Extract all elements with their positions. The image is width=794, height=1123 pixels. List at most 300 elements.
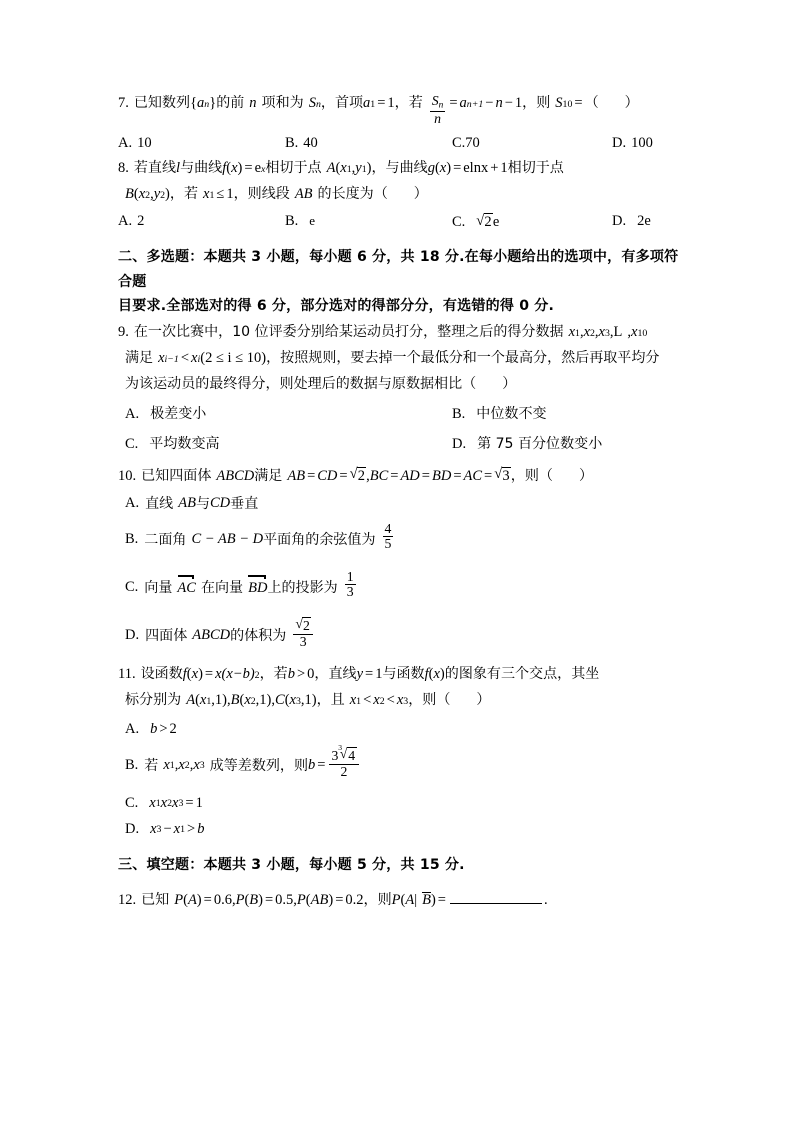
- q10-option-a-CD: CD: [210, 494, 231, 511]
- q10-BC: BC: [369, 468, 389, 485]
- q10-sqrt-2: [350, 467, 367, 484]
- q12-lp-4: (: [400, 891, 406, 908]
- q8-option-a-label: A.: [118, 213, 133, 230]
- q11-A-y: 1: [214, 692, 223, 709]
- q9-lt: <: [180, 350, 190, 367]
- q7-ze: 则: [536, 95, 551, 111]
- q11-option-b-denominator: 2: [340, 763, 348, 779]
- section-2-line-1: 二、多选题：本题共 3 小题，每小题 6 分，共 18 分.在每小题给出的选项中，有多项符合题: [118, 249, 679, 290]
- q8-lp-2: (: [434, 160, 440, 177]
- q11-option-b-x3: x: [193, 756, 200, 773]
- q11-option-b-text-2: 成等差数列，则: [209, 758, 309, 775]
- q7-seq-sub: n: [204, 99, 210, 110]
- q12-eq-3: =: [335, 891, 344, 908]
- q11-option-c[interactable]: [118, 793, 684, 813]
- q7-eq-1: =: [377, 95, 386, 111]
- q7-comma-2: ，: [394, 95, 409, 111]
- q12-answer-blank[interactable]: [450, 890, 542, 904]
- q12-eq-2: =: [264, 891, 274, 908]
- q7-text-1: 已知数列: [133, 95, 191, 111]
- q12-comma-2: ,: [293, 891, 297, 908]
- q8-x2: x: [138, 186, 146, 203]
- q10-option-c-text-1: 向量: [144, 580, 173, 597]
- q11-lt-2: <: [386, 692, 395, 709]
- q11-comma-2: ，: [314, 666, 329, 683]
- q10-option-c-label: C.: [125, 578, 139, 595]
- q11-option-d-label: D.: [125, 820, 140, 837]
- q8-text-4: 与曲线: [385, 160, 428, 177]
- q12-text-1: 已知: [141, 891, 170, 908]
- q11-option-c-x2-sub: 2: [167, 797, 173, 809]
- q8-elnx: elnx: [463, 160, 489, 177]
- q11-f-1: f: [182, 666, 187, 683]
- q12-P-2: P: [235, 891, 245, 908]
- q10-option-b-text-2: 平面角的余弦值为: [263, 532, 376, 549]
- q7-a1: a: [363, 95, 371, 111]
- q8-option-b-value: e: [309, 213, 316, 229]
- q11-option-a-label: A.: [125, 720, 140, 737]
- q7-option-b-value: 40: [303, 135, 318, 152]
- q10-AD: AD: [400, 468, 420, 485]
- q7-eq-3: =: [574, 95, 583, 111]
- q11-eq-2: =: [365, 666, 374, 683]
- q9-xi-sub: i: [197, 354, 201, 366]
- q10-sqrt-3: [494, 467, 511, 484]
- q8-text-7: 的长度为: [317, 186, 374, 203]
- question-8-stem-line1: 8. 若直线 l 与曲线 f ( x ) = e x 相切于点 A ( x 1 , y 1 ) ， 与曲线 g ( x ) = elnx + 1 相切于点: [118, 160, 564, 177]
- question-9-stem-line1: 9. 在一次比赛中，10 位评委分别给某运动员打分，整理之后的得分数据 x 1 , x 2 , x 3 , L , x 10: [118, 324, 648, 341]
- q9-ellipsis: L: [613, 324, 623, 341]
- q7-comma-1: ，: [320, 95, 335, 111]
- question-9-stem-line3: [118, 377, 684, 396]
- q12-A-1: A: [187, 891, 197, 908]
- q8-e: e: [254, 160, 261, 177]
- q11-lt-1: <: [363, 692, 372, 709]
- question-8-stem-line2: B ( x 2 , y 2 ) ， 若 x 1 ≤ 1 ， 则线段 AB 的长度为 （ ）: [125, 186, 428, 203]
- q7-option-a-label: A.: [118, 135, 133, 152]
- q9-x10: x: [631, 324, 638, 341]
- q8-one: 1: [500, 160, 508, 177]
- q7-option-c-label: C.: [452, 135, 466, 152]
- q7-brace-open: {: [190, 95, 198, 111]
- q10-text-1: 已知四面体: [141, 468, 212, 485]
- q10-option-a-text-2: 与: [195, 496, 210, 513]
- q7-option-b-label: B.: [285, 135, 299, 152]
- q10-CD: CD: [317, 468, 338, 485]
- q7-one-2: 1: [514, 95, 523, 111]
- q11-b: b: [287, 666, 295, 683]
- q9-text-4: 为该运动员的最终得分，则处理后的数据与原数据相比（: [125, 376, 477, 393]
- q11-zero: 0: [307, 666, 315, 683]
- q12-rp-4: ): [430, 891, 436, 908]
- q11-option-b-eq: =: [317, 756, 326, 773]
- q8-y2: y: [153, 186, 161, 203]
- q9-option-a[interactable]: [125, 403, 206, 423]
- q9-option-d[interactable]: [452, 433, 602, 453]
- q10-option-a[interactable]: [118, 493, 684, 513]
- exam-content: [118, 92, 684, 916]
- q11-option-b-root-index: √ 3: [338, 743, 342, 753]
- q10-sqrt-3-radicand: 3: [502, 468, 510, 485]
- q7-S10: S: [555, 95, 563, 111]
- q12-rp-1: ): [196, 891, 202, 908]
- q7-one: 1: [387, 95, 395, 111]
- q10-option-d[interactable]: [118, 615, 684, 655]
- q12-value-3: 0.2: [345, 891, 364, 908]
- q11-B-y: 1: [259, 692, 267, 709]
- q7-a-next: a: [459, 95, 467, 111]
- q7-brace-close: }: [209, 95, 217, 111]
- q9-option-c-label: C.: [125, 436, 139, 453]
- q9-x1-sub: 1: [575, 328, 580, 340]
- question-10-number: 10.: [118, 468, 137, 485]
- q7-S: S: [308, 95, 316, 111]
- q10-option-c-denominator: 3: [346, 584, 354, 600]
- q7-S-sub: n: [315, 99, 321, 110]
- q12-P-1: P: [174, 891, 184, 908]
- q12-comma-1: ,: [231, 891, 236, 908]
- q10-option-d-ABCD: ABCD: [192, 626, 231, 643]
- q11-C: C: [275, 692, 285, 709]
- section-3-heading: [118, 853, 684, 878]
- q12-B-1: B: [249, 891, 259, 908]
- q10-comma-1: ,: [366, 468, 370, 485]
- q8-option-c-label: C.: [452, 214, 466, 231]
- q11-option-b-label: B.: [125, 756, 139, 773]
- q8-rparen: ）: [413, 186, 428, 203]
- section-2-line-2: 目要求.全部选对的得 6 分，部分选对的得部分分，有选错的得 0 分.: [118, 298, 555, 315]
- q9-x2-sub: 2: [590, 328, 595, 340]
- q11-option-b-coefficient: 3: [331, 748, 339, 764]
- q11-option-d-x3-sub: 3: [156, 823, 162, 835]
- q9-rparen: ）: [502, 376, 517, 393]
- question-11-stem-line1: 11. 设函数 f ( x ) = x(x−b) 2 ， 若 b > 0 ， 直线 y = 1 与函数 f ( x ) 的图象有三个交点，其坐: [118, 666, 600, 683]
- q11-comma-3: ，: [316, 692, 331, 709]
- q11-option-b-x3-sub: 3: [199, 759, 205, 771]
- q12-lp-3: (: [305, 891, 311, 908]
- q10-option-d-text-2: 的体积为: [230, 628, 287, 645]
- q7-option-a[interactable]: [118, 135, 152, 152]
- q11-option-b[interactable]: B. 若 x 1 , x 2 , x 3 成等差数列，则 b = 3 √ 3 4 2: [118, 745, 684, 785]
- q8-x-1: x: [231, 160, 238, 177]
- q8-x1-sub: 1: [346, 164, 352, 176]
- q12-lp-1: (: [183, 891, 188, 908]
- q8-B: B: [125, 186, 134, 203]
- q8-text-3: 相切于点: [265, 160, 322, 177]
- q10-option-d-radicand: 2: [303, 618, 310, 634]
- q8-comma-b: ,: [150, 186, 154, 203]
- question-9-options-row-2: [118, 433, 684, 457]
- q11-option-b-radicand: 4: [348, 748, 356, 764]
- q10-option-b-denominator: 5: [384, 536, 392, 552]
- section-3-line-1: 三、填空题：本题共 3 小题，每小题 5 分，共 15 分.: [118, 857, 465, 874]
- q7-fraction-sn-over-n: [430, 94, 446, 126]
- q7-text-3: 项和为: [261, 95, 304, 111]
- q9-x3: x: [598, 324, 605, 341]
- q11-option-c-x3-sub: 3: [178, 797, 184, 809]
- q8-option-d-value: 2e: [637, 213, 651, 230]
- q11-lparen: （: [436, 692, 451, 709]
- q11-C-x: x: [289, 692, 296, 709]
- q8-one-2: 1: [226, 186, 234, 203]
- q11-text-3: 与函数: [382, 666, 425, 683]
- q9-xi-1: x: [158, 350, 165, 367]
- q11-option-b-x2-sub: 2: [184, 759, 190, 771]
- q10-option-a-text-1: 直线: [145, 496, 174, 513]
- q7-option-c-value: 70: [465, 135, 480, 152]
- q7-text-2: 的前: [216, 95, 245, 111]
- q9-text-3: ，按照规则，要去掉一个最低分和一个最高分，然后再取平均分: [266, 350, 660, 367]
- q8-g: g: [427, 160, 435, 177]
- q7-minus-2: −: [504, 95, 513, 111]
- q8-x-2: x: [439, 160, 447, 177]
- q10-option-a-text-3: 垂直: [230, 496, 259, 513]
- q9-option-a-value: 极差变小: [150, 406, 207, 423]
- q8-comma-2: ，: [169, 186, 184, 203]
- q12-comma-3: ，: [363, 891, 378, 908]
- q11-option-a[interactable]: [118, 719, 684, 739]
- q8-option-b-label: B.: [285, 213, 299, 230]
- q8-eq-2: =: [453, 160, 462, 177]
- question-9-options-row-1: [118, 403, 684, 427]
- question-8-number: 8.: [118, 160, 129, 177]
- q11-option-c-x1-sub: 1: [155, 797, 161, 809]
- q9-x10-sub: 10: [637, 328, 648, 340]
- q7-frac-S: S: [431, 92, 439, 108]
- q10-option-d-denominator: 3: [299, 633, 307, 649]
- q11-option-b-x2: x: [178, 756, 185, 773]
- q11-option-a-b: b: [150, 720, 158, 737]
- q11-option-c-label: C.: [125, 794, 139, 811]
- q8-comma-1: ，: [371, 160, 386, 177]
- q12-B-complement: B: [422, 891, 431, 908]
- q7-text-4: 首项: [334, 95, 364, 111]
- q11-ze: 则: [422, 692, 437, 709]
- q10-rparen: ）: [578, 468, 593, 485]
- q7-option-c[interactable]: [452, 135, 480, 152]
- q12-AB: AB: [310, 891, 329, 908]
- q8-y1: y: [355, 160, 362, 177]
- q9-option-b-value: 中位数不变: [476, 406, 547, 423]
- q11-f-2: f: [424, 666, 429, 683]
- q8-x1b: x: [203, 186, 210, 203]
- q10-AC: AC: [463, 468, 483, 485]
- q12-value-2: 0.5: [275, 891, 294, 908]
- q10-option-c[interactable]: [118, 567, 684, 607]
- q11-one: 1: [375, 666, 383, 683]
- q11-lx2: x: [373, 692, 380, 709]
- q10-option-a-label: A.: [125, 494, 140, 511]
- q7-option-a-value: 10: [137, 135, 152, 152]
- q10-eq-1: =: [307, 468, 316, 485]
- q11-C-x-sub: 3: [295, 696, 301, 708]
- q7-minus-1: −: [485, 95, 494, 111]
- q11-text-1: 设函数: [140, 666, 183, 683]
- q7-option-b[interactable]: [285, 135, 318, 152]
- q10-option-d-sqrt: [295, 617, 311, 633]
- q11-comma-1: ，: [259, 666, 274, 683]
- q11-x-1: x: [191, 666, 199, 683]
- q10-option-c-text-2: 在向量: [200, 580, 244, 597]
- q8-comma-a: ,: [351, 160, 356, 177]
- question-11-number: 11.: [118, 666, 136, 683]
- q11-option-b-ruo: 若: [144, 758, 159, 775]
- q11-C-y: 1: [304, 692, 312, 709]
- q9-option-d-label: D.: [452, 436, 467, 453]
- q8-text-6: 则线段: [247, 186, 290, 203]
- q11-option-d-gt: >: [187, 820, 196, 837]
- q8-option-b[interactable]: [285, 213, 315, 230]
- q7-comma-3: ，: [522, 95, 537, 111]
- q10-eq-6: =: [484, 468, 493, 485]
- q9-x3-sub: 3: [604, 328, 610, 340]
- q9-option-d-value: 第 75 百分位数变小: [477, 436, 603, 453]
- q11-lx3-sub: 3: [403, 696, 409, 708]
- q11-expr: x(x−b): [215, 666, 255, 683]
- q10-option-b-dihedral: C − AB − D: [191, 530, 264, 547]
- q11-option-b-x1-sub: 1: [169, 759, 175, 771]
- q7-option-d-value: 100: [631, 135, 653, 152]
- q7-option-d-label: D.: [612, 135, 627, 152]
- q8-AB: AB: [294, 186, 313, 203]
- q9-option-b-label: B.: [452, 406, 466, 423]
- q8-option-a[interactable]: [118, 213, 144, 230]
- q10-option-d-label: D.: [125, 626, 140, 643]
- q11-A-x-sub: 1: [206, 696, 212, 708]
- q11-x-2: x: [433, 666, 440, 683]
- q10-vector-ac: AC: [177, 579, 196, 596]
- q8-text-2: 与曲线: [180, 160, 223, 177]
- q7-option-d[interactable]: [612, 135, 653, 152]
- q11-option-c-x3: x: [172, 794, 179, 811]
- q12-A-2: A: [405, 891, 415, 908]
- q9-x1: x: [568, 324, 576, 341]
- q11-A: A: [186, 692, 196, 709]
- q10-option-b[interactable]: [118, 519, 684, 559]
- q9-x2: x: [583, 324, 590, 341]
- q9-option-c[interactable]: [125, 433, 220, 453]
- q8-f: f: [222, 160, 227, 177]
- q8-lp-1: (: [226, 160, 232, 177]
- q10-eq-2: =: [339, 468, 348, 485]
- q10-option-d-text-1: 四面体: [145, 628, 188, 645]
- q12-lp-2: (: [244, 891, 250, 908]
- question-12-stem: [118, 890, 684, 909]
- q7-frac-den: n: [434, 111, 442, 127]
- q11-option-b-b: b: [308, 756, 316, 773]
- q7-seq-var: a: [197, 95, 205, 111]
- q10-ze: 则: [524, 468, 539, 485]
- q11-text-4: 的图象有三个交点，其坐: [444, 666, 600, 683]
- question-7-stem: [118, 92, 684, 128]
- q11-lx1-sub: 1: [356, 696, 362, 708]
- q11-option-d[interactable]: [118, 819, 684, 839]
- question-9-number: 9.: [118, 324, 129, 341]
- q11-option-a-gt: >: [159, 720, 168, 737]
- q11-option-c-value: 1: [195, 794, 203, 811]
- q8-y1-sub: 1: [361, 164, 367, 176]
- q8-option-c[interactable]: C. √ 2e: [452, 213, 499, 231]
- q12-ze: 则: [377, 891, 392, 908]
- q12-rp-2: ): [258, 891, 263, 908]
- q7-n-2: n: [495, 95, 503, 111]
- q12-eq-4: =: [437, 891, 446, 908]
- q10-option-b-label: B.: [125, 530, 139, 547]
- q11-option-b-fraction: [329, 743, 358, 779]
- q10-comma-2: ，: [510, 468, 525, 485]
- q9-option-a-label: A.: [125, 406, 140, 423]
- q9-text-2: 满足: [125, 350, 154, 367]
- q11-rparen: ）: [476, 692, 491, 709]
- q8-ruo: 若: [183, 186, 199, 203]
- q7-eq-2: =: [449, 95, 458, 111]
- q11-ruo: 若: [273, 666, 288, 683]
- q7-lparen: （: [584, 95, 599, 111]
- q8-x1: x: [340, 160, 347, 177]
- q8-x1b-sub: 1: [209, 190, 215, 202]
- q10-vector-bd: BD: [248, 579, 268, 596]
- q7-var-n: n: [249, 95, 257, 111]
- question-10-stem: [118, 467, 684, 486]
- q8-option-c-sqrt: √ 2: [476, 213, 493, 231]
- q10-option-a-AB: AB: [178, 494, 196, 511]
- q10-text-2: 满足: [254, 468, 283, 485]
- q11-option-d-b: b: [197, 820, 205, 837]
- q10-option-d-fraction: [293, 617, 313, 648]
- question-7-options: [118, 135, 684, 157]
- q8-line-l: l: [176, 160, 181, 177]
- section-2-heading: [118, 245, 684, 319]
- q11-option-b-cube-root: [338, 743, 356, 764]
- q8-text-5: 相切于点: [507, 160, 564, 177]
- q8-x2-sub: 2: [145, 190, 151, 202]
- q9-option-b[interactable]: [452, 403, 547, 423]
- q8-e-exponent: x: [261, 164, 266, 176]
- question-11-stem-line2: 标分别为 A ( x 1 , 1 ) , B ( x 2 , 1 ) , C ( x 3 , 1 ) ， 且 x 1 < x 2 < x 3 ， 则 （ ）: [125, 692, 491, 709]
- q9-option-c-value: 平均数变高: [149, 436, 220, 453]
- q7-frac-S-sub: n: [438, 100, 444, 111]
- q10-option-c-numerator: 1: [346, 569, 354, 585]
- q11-text-2: 直线: [328, 666, 357, 683]
- q12-P-3: P: [296, 891, 306, 908]
- q9-xi: x: [191, 350, 198, 367]
- q11-eq-1: =: [204, 666, 214, 683]
- q12-period: .: [543, 891, 548, 908]
- q10-option-c-fraction: [345, 570, 356, 599]
- q10-lparen: （: [538, 468, 553, 485]
- q8-rp-1: ): [237, 160, 243, 177]
- q11-lx2-sub: 2: [379, 696, 385, 708]
- q7-S10-sub: 10: [562, 99, 573, 110]
- q8-option-d-label: D.: [612, 213, 627, 230]
- q9-condition: 2 ≤ i ≤ 10: [205, 350, 262, 367]
- q12-rp-3: ): [328, 891, 334, 908]
- q8-comma-3: ，: [233, 186, 248, 203]
- q11-option-d-x1: x: [173, 820, 181, 837]
- q7-a1-sub: 1: [370, 99, 376, 110]
- q10-ABCD: ABCD: [216, 468, 255, 485]
- q10-option-b-numerator: 4: [384, 521, 392, 537]
- q7-ruo: 若: [408, 95, 423, 111]
- q10-option-b-fraction: [383, 522, 394, 551]
- q11-option-c-x2: x: [160, 794, 168, 811]
- q11-A-x: x: [199, 692, 207, 709]
- q12-value-1: 0.6: [213, 891, 232, 908]
- q9-xi-1-sub: i−1: [164, 354, 179, 366]
- q8-option-d[interactable]: [612, 213, 651, 230]
- q12-eq-1: =: [203, 891, 212, 908]
- q11-lx1: x: [349, 692, 357, 709]
